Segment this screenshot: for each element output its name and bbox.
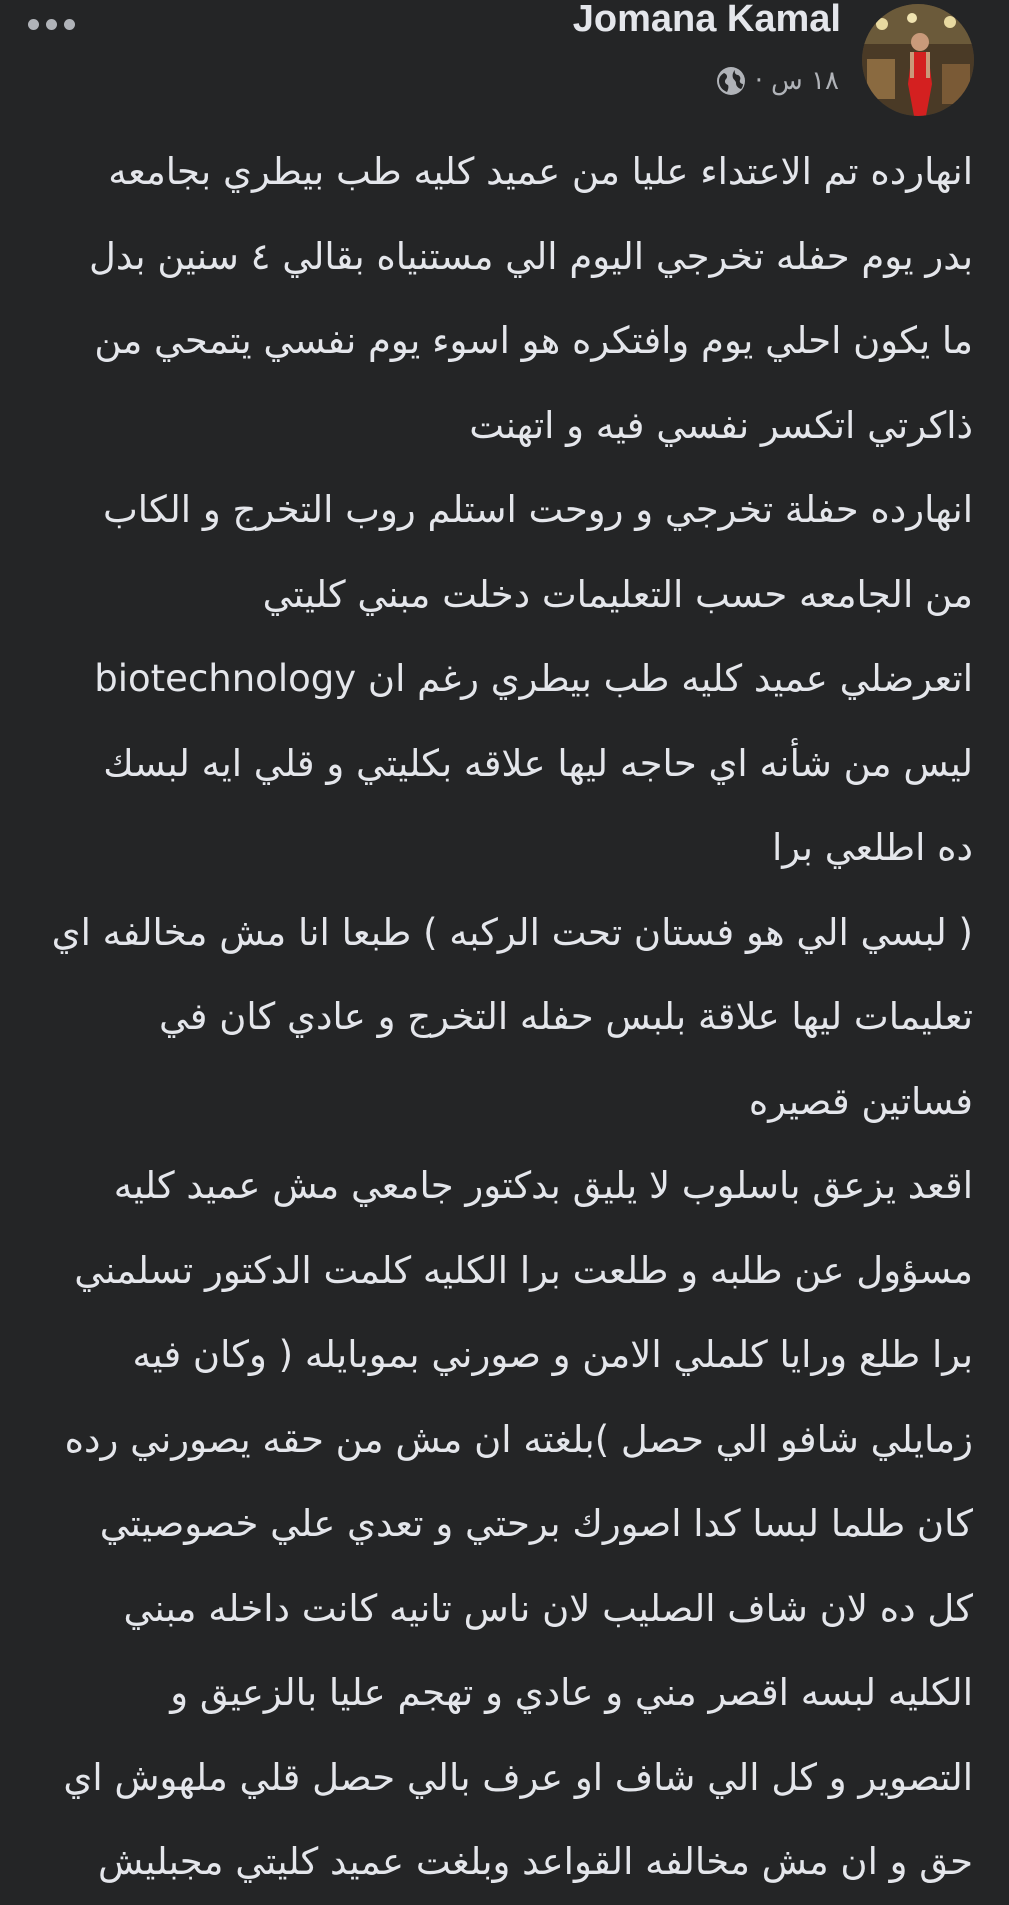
post-text-line: التصوير و كل الي شاف او عرف بالي حصل قلي ملهوش اي — [63, 1755, 973, 1799]
post-text — [36, 130, 973, 1905]
globe-icon[interactable] — [715, 65, 747, 97]
author-name[interactable]: Jomana Kamal — [572, 0, 841, 40]
post-text-line: تعليمات ليها علاقة بلبس حفله التخرج و عادي كان في — [158, 995, 973, 1038]
post-header — [0, 0, 1009, 125]
post-text-line: مسؤول عن طلبه و طلعت برا الكليه كلمت الدكتور تسلمني — [74, 1248, 973, 1292]
post-text-line: زمايلي شافو الي حصل )بلغته ان مش من حقه يصورني رده — [64, 1417, 973, 1461]
post-text-line: الكليه لبسه اقصر مني و عادي و تهجم عليا بالزعيق و — [170, 1671, 973, 1714]
more-dot — [64, 19, 75, 30]
post-text-line: من الجامعه حسب التعليمات دخلت مبني كليتي — [262, 572, 973, 616]
post-text-line: برا طلع ورايا كلملي الامن و صورني بموبايله ( وكان فيه — [132, 1333, 973, 1376]
post-text-line: ذاكرتي اتكسر نفسي فيه و اتهنت — [469, 403, 973, 447]
more-dot — [28, 19, 39, 30]
post-text-line: انهارده تم الاعتداء عليا من عميد كليه طب بيطري بجامعه — [108, 150, 973, 193]
more-options-button[interactable] — [28, 12, 88, 36]
post-text-line: كل ده لان شاف الصليب لان ناس تانيه كانت داخله مبني — [123, 1586, 973, 1630]
post-text-line: فساتين قصيره — [748, 1079, 973, 1123]
post-meta — [715, 62, 839, 100]
meta-separator: · — [754, 66, 764, 96]
more-dot — [46, 19, 57, 30]
post-text-line: بدر يوم حفله تخرجي اليوم الي مستنياه بقالي ٤ سنين بدل — [89, 234, 973, 278]
post-text-line: ما يكون احلي يوم وافتكره هو اسوء يوم نفسي يتمحي من — [94, 319, 973, 362]
post-text-line: انهارده حفلة تخرجي و روحت استلم روب التخرج و الكاب — [102, 488, 973, 531]
post-text-line: اقعد يزعق باسلوب لا يليق بدكتور جامعي مش عميد كليه — [113, 1164, 973, 1207]
post-text-line: biotechnology اتعرضلي عميد كليه طب بيطري رغم ان — [94, 657, 973, 700]
post-text-line: كان طلما لبسا كدا اصورك برحتي و تعدي علي خصوصيتي — [99, 1502, 973, 1545]
post-text-line: ( لبسي الي هو فستان تحت الركبه ) طبعا انا مش مخالفه اي — [51, 910, 973, 954]
post-timestamp[interactable]: ١٨ س — [771, 66, 839, 96]
post-text-line: ده اطلعي برا — [771, 826, 973, 869]
avatar[interactable] — [862, 4, 974, 116]
post-text-line: ليس من شأنه اي حاجه ليها علاقه بكليتي و قلي ايه لبسك — [103, 741, 973, 785]
post-text-line: حق و ان مش مخالفه القواعد وبلغت عميد كليتي مجبليش — [98, 1840, 973, 1883]
